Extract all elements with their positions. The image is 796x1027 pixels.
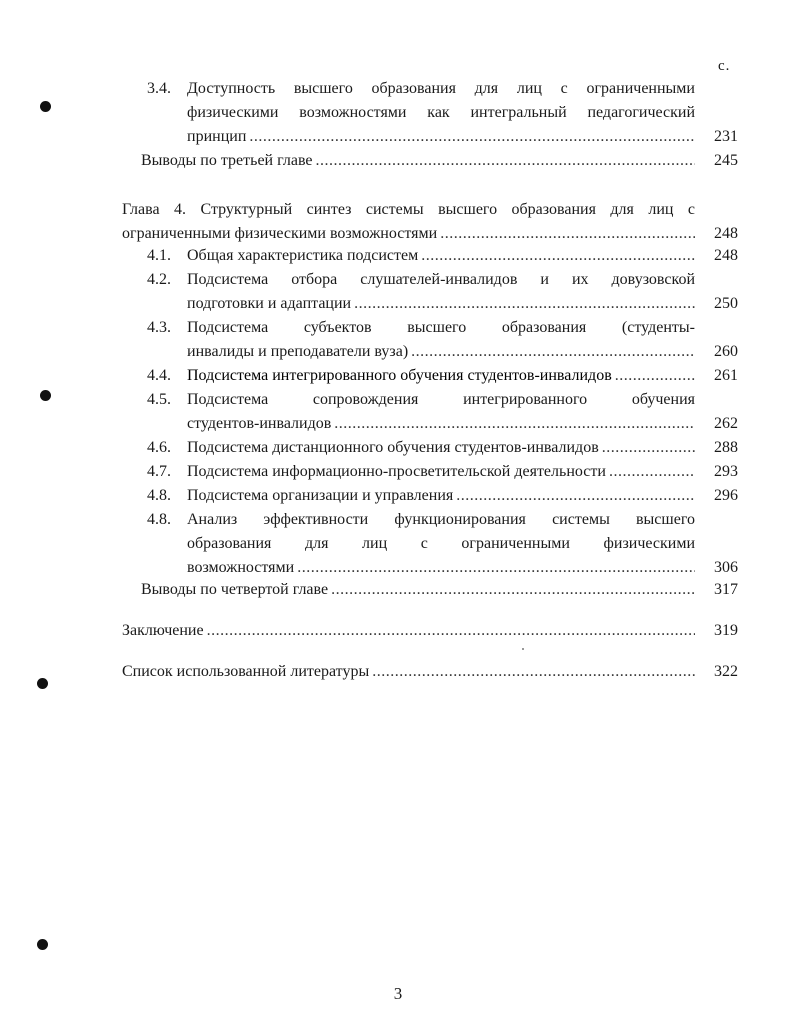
dot-leader	[411, 341, 695, 363]
dot-leader	[421, 245, 695, 267]
toc-chapter-line: Глава 4. Структурный синтез системы высшего образования для лиц с	[122, 201, 695, 218]
dot-leader	[602, 437, 695, 459]
toc-entry-page: 250	[714, 295, 738, 312]
toc-entry-page: 288	[714, 439, 738, 456]
toc-entry-page: 293	[714, 463, 738, 480]
toc-entry-line: Подсистема отбора слушателей-инвалидов и их довузовской	[187, 271, 695, 288]
toc-entry-line: возможностями	[187, 559, 295, 576]
toc-entry-number: 4.3.	[147, 319, 171, 336]
dot-leader	[316, 150, 696, 172]
dot-leader	[334, 413, 695, 435]
toc-entry-title: Подсистема интегрированного обучения студентов-инвалидов	[187, 367, 612, 384]
toc-entry-title: Подсистема организации и управления	[187, 487, 454, 504]
toc-entry-number: 4.4.	[147, 367, 171, 384]
toc-entry-line: студентов-инвалидов	[187, 415, 332, 432]
toc-entry-page: 248	[714, 247, 738, 264]
binder-hole-2	[40, 390, 51, 401]
toc-entry-leader-line	[187, 126, 695, 150]
toc-entry-page: 319	[714, 622, 738, 639]
dot-leader	[207, 620, 695, 642]
toc-entry-title: Заключение	[122, 622, 204, 639]
toc-entry-leader-line	[187, 461, 695, 485]
toc-entry-leader-line	[187, 245, 695, 269]
toc-entry-leader-line	[122, 661, 695, 685]
dot-leader	[615, 365, 695, 387]
dot-leader	[297, 557, 695, 579]
toc-entry-leader-line	[122, 620, 695, 644]
toc-entry-line: инвалиды и преподаватели вуза)	[187, 343, 409, 360]
toc-entry-leader-line	[141, 150, 695, 174]
toc-entry-leader-line	[187, 437, 695, 461]
dot-leader	[440, 223, 695, 245]
toc-entry-line: подготовки и адаптации	[187, 295, 352, 312]
dot-leader	[331, 579, 695, 601]
toc-entry-page: 262	[714, 415, 738, 432]
toc-entry-leader-line	[187, 365, 695, 389]
toc-entry-leader-line	[141, 579, 695, 603]
toc-entry-page: 261	[714, 367, 738, 384]
toc-entry-page: 260	[714, 343, 738, 360]
toc-entry-body	[187, 78, 695, 150]
toc-entry-number: 4.8.	[147, 487, 171, 504]
toc-entry-page: 245	[714, 152, 738, 169]
toc-entry-leader-line	[187, 485, 695, 509]
toc-entry-number: 4.6.	[147, 439, 171, 456]
toc-entry-leader-line	[187, 293, 695, 317]
toc-entry-page: 296	[714, 487, 738, 504]
toc-entry-title: Список использованной литературы	[122, 663, 370, 680]
scan-speck	[522, 648, 524, 650]
toc-entry-page: 248	[714, 225, 738, 242]
toc-entry-title: Подсистема информационно-просветительской деятельности	[187, 463, 606, 480]
page-column-label: с.	[718, 58, 731, 74]
page-number: 3	[393, 984, 403, 1003]
binder-hole-4	[37, 939, 48, 950]
toc-entry-title: Подсистема дистанционного обучения студентов-инвалидов	[187, 439, 599, 456]
toc-entry-page: 317	[714, 581, 738, 598]
toc-entry-leader-line	[187, 413, 695, 437]
toc-entry-number: 4.8.	[147, 511, 171, 528]
toc-entry-line: принцип	[187, 128, 247, 145]
toc-entry-leader-line	[122, 223, 695, 247]
toc-entry-page: 322	[714, 663, 738, 680]
toc-entry-number: 4.7.	[147, 463, 171, 480]
dot-leader	[249, 126, 695, 148]
dot-leader	[609, 461, 695, 483]
toc-entry-title: Выводы по четвертой главе	[141, 581, 329, 598]
toc-entry-line: Доступность высшего образования для лиц с ограниченными	[187, 80, 695, 97]
toc-entry-line: Подсистема сопровождения интегрированного обучения	[187, 391, 695, 408]
toc-entry-number: 4.5.	[147, 391, 171, 408]
toc-entry-leader-line	[187, 557, 695, 581]
dot-leader	[456, 485, 695, 507]
dot-leader	[372, 661, 695, 683]
toc-entry-line: Подсистема субъектов высшего образования (студенты-	[187, 319, 695, 336]
binder-hole-1	[40, 101, 51, 112]
toc-entry-leader-line	[187, 341, 695, 365]
toc-entry-number: 3.4.	[147, 80, 171, 97]
toc-entry-number: 4.2.	[147, 271, 171, 288]
dot-leader	[354, 293, 695, 315]
toc-entry-title: Общая характеристика подсистем	[187, 247, 419, 264]
toc-entry-page: 306	[714, 559, 738, 576]
toc-entry-number: 4.1.	[147, 247, 171, 264]
toc-entry-line: Анализ эффективности функционирования системы высшего	[187, 511, 695, 528]
toc-entry-title: Выводы по третьей главе	[141, 152, 313, 169]
toc-entry-page: 231	[714, 128, 738, 145]
toc-chapter-line: ограниченными физическими возможностями	[122, 225, 438, 242]
toc-entry-line: образования для лиц с ограниченными физическими	[187, 535, 695, 552]
toc-entry-line: физическими возможностями как интегральный педагогический	[187, 104, 695, 121]
binder-hole-3	[37, 678, 48, 689]
